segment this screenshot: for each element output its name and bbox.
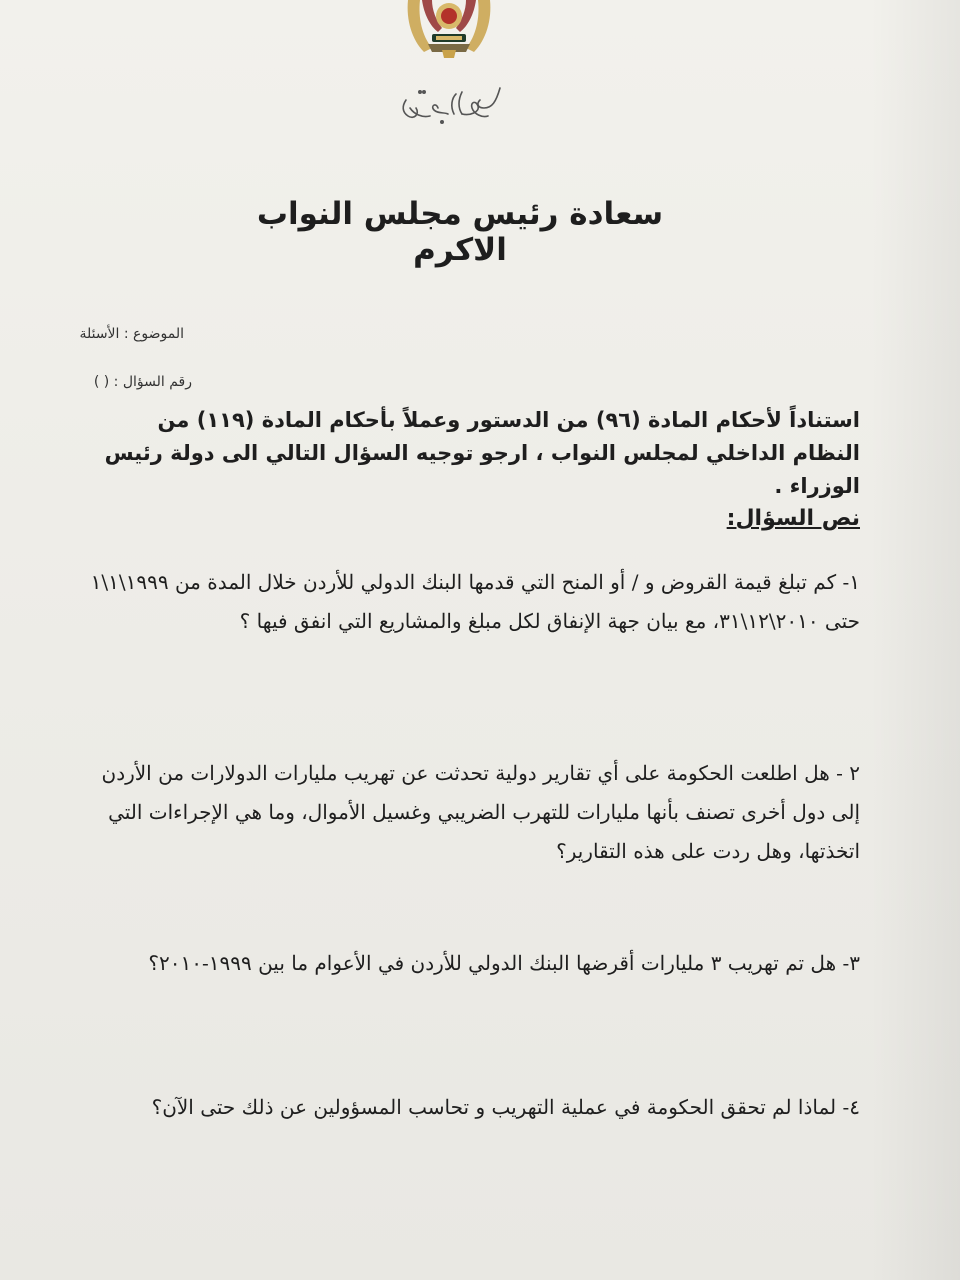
- questions-heading: نص السؤال:: [726, 506, 860, 531]
- question-2: ٢ - هل اطلعت الحكومة على أي تقارير دولية تحدثت عن تهريب مليارات الدولارات من الأردن إلى دول أخرى تصنف بأنها مليارات للتهرب الضريبي وغسيل الأموال، وما هي الإجراءات التي اتخذتها، وهل ردت على هذه التقارير؟: [101, 761, 860, 863]
- intro-paragraph: استناداً لأحكام المادة (٩٦) من الدستور وعملاً بأحكام المادة (١١٩) من النظام الداخلي لمجلس النواب ، ارجو توجيه السؤال التالي الى دولة رئيس الوزراء .: [104, 408, 860, 498]
- question-3: ٣- هل تم تهريب ٣ مليارات أقرضها البنك الدولي للأردن في الأعوام ما بين ١٩٩٩-٢٠١٠؟: [148, 951, 860, 975]
- subject-line: الموضوع : الأسئلة: [79, 326, 184, 342]
- royal-emblem-icon: [402, 0, 496, 60]
- question-4: ٤- لماذا لم تحقق الحكومة في عملية التهريب و تحاسب المسؤولين عن ذلك حتى الآن؟: [151, 1095, 860, 1119]
- letter-title: سعادة رئيس مجلس النواب الاكرم: [256, 196, 664, 268]
- council-name-calligraphy: [392, 78, 512, 128]
- question-number-line: رقم السؤال : ( ): [93, 374, 192, 390]
- question-1: ١- كم تبلغ قيمة القروض و / أو المنح التي قدمها البنك الدولي للأردن خلال المدة من ١٩٩٩\١\١ حتى ٢٠١٠\١٢\٣١، مع بيان جهة الإنفاق لكل مبلغ والمشاريع التي انفق فيها ؟: [90, 570, 860, 633]
